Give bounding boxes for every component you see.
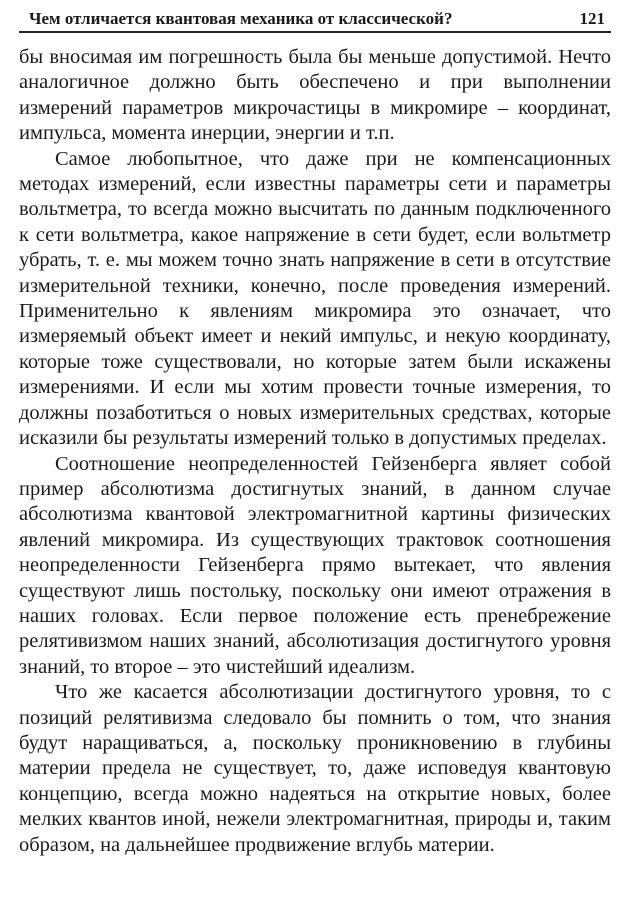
paragraph-1-continuation: бы вносимая им погрешность была бы меньше допустимой. Нечто аналогичное должно быть обеспечено и при выполнении измерений параметров микрочастицы в микромире – координат, импульса, момента инерции, энергии и т.п. [19, 46, 611, 145]
paragraph-2: Самое любопытное, что даже при не компенсационных методах измерений, если известны параметры сети и параметры вольтметра, то всегда можно высчитать по данным подключенного к сети вольтметра, какое напряжение в сети будет, если вольтметр убрать, т. е. мы можем точно знать напряжение в сети в отсутствие измерительной техники, конечно, после проведения измерений. Применительно к явлениям микромира это означает, что измеряемый объект имеет и некий импульс, и некую координату, которые тоже существовали, но которые затем были искажены измерениями. И если мы хотим провести точные измерения, то должны позаботиться о новых измерительных средствах, которые исказили бы результаты измерений только в допустимых пределах. [19, 147, 611, 450]
running-head [19, 8, 611, 33]
running-head-title: Чем отличается квантовая механика от классической? [29, 9, 453, 28]
body-text [19, 45, 611, 858]
book-page [19, 8, 611, 858]
page-number: 121 [579, 9, 605, 28]
paragraph-4: Что же касается абсолютизации достигнутого уровня, то с позиций релятивизма следовало бы помнить о том, что знания будут наращиваться, а, поскольку проникновению в глубины материи предела не существует, то, даже исповедуя квантовую концепцию, всегда можно надеяться на открытие новых, более мелких квантов иной, нежели электромагнитная, природы и, таким образом, на дальнейшее продвижение вглубь материи. [19, 681, 611, 856]
paragraph-3: Соотношение неопределенностей Гейзенберга являет собой пример абсолютизма достигнутых знаний, в данном случае абсолютизма квантовой электромагнитной картины физических явлений микромира. Из существующих трактовок соотношения неопределенности Гейзенберга прямо вытекает, что явления существуют лишь постольку, поскольку они имеют отражения в наших головах. Если первое положение есть пренебрежение релятивизмом наших знаний, абсолютизация достигнутого уровня знаний, то второе – это чистейший идеализм. [19, 452, 611, 678]
